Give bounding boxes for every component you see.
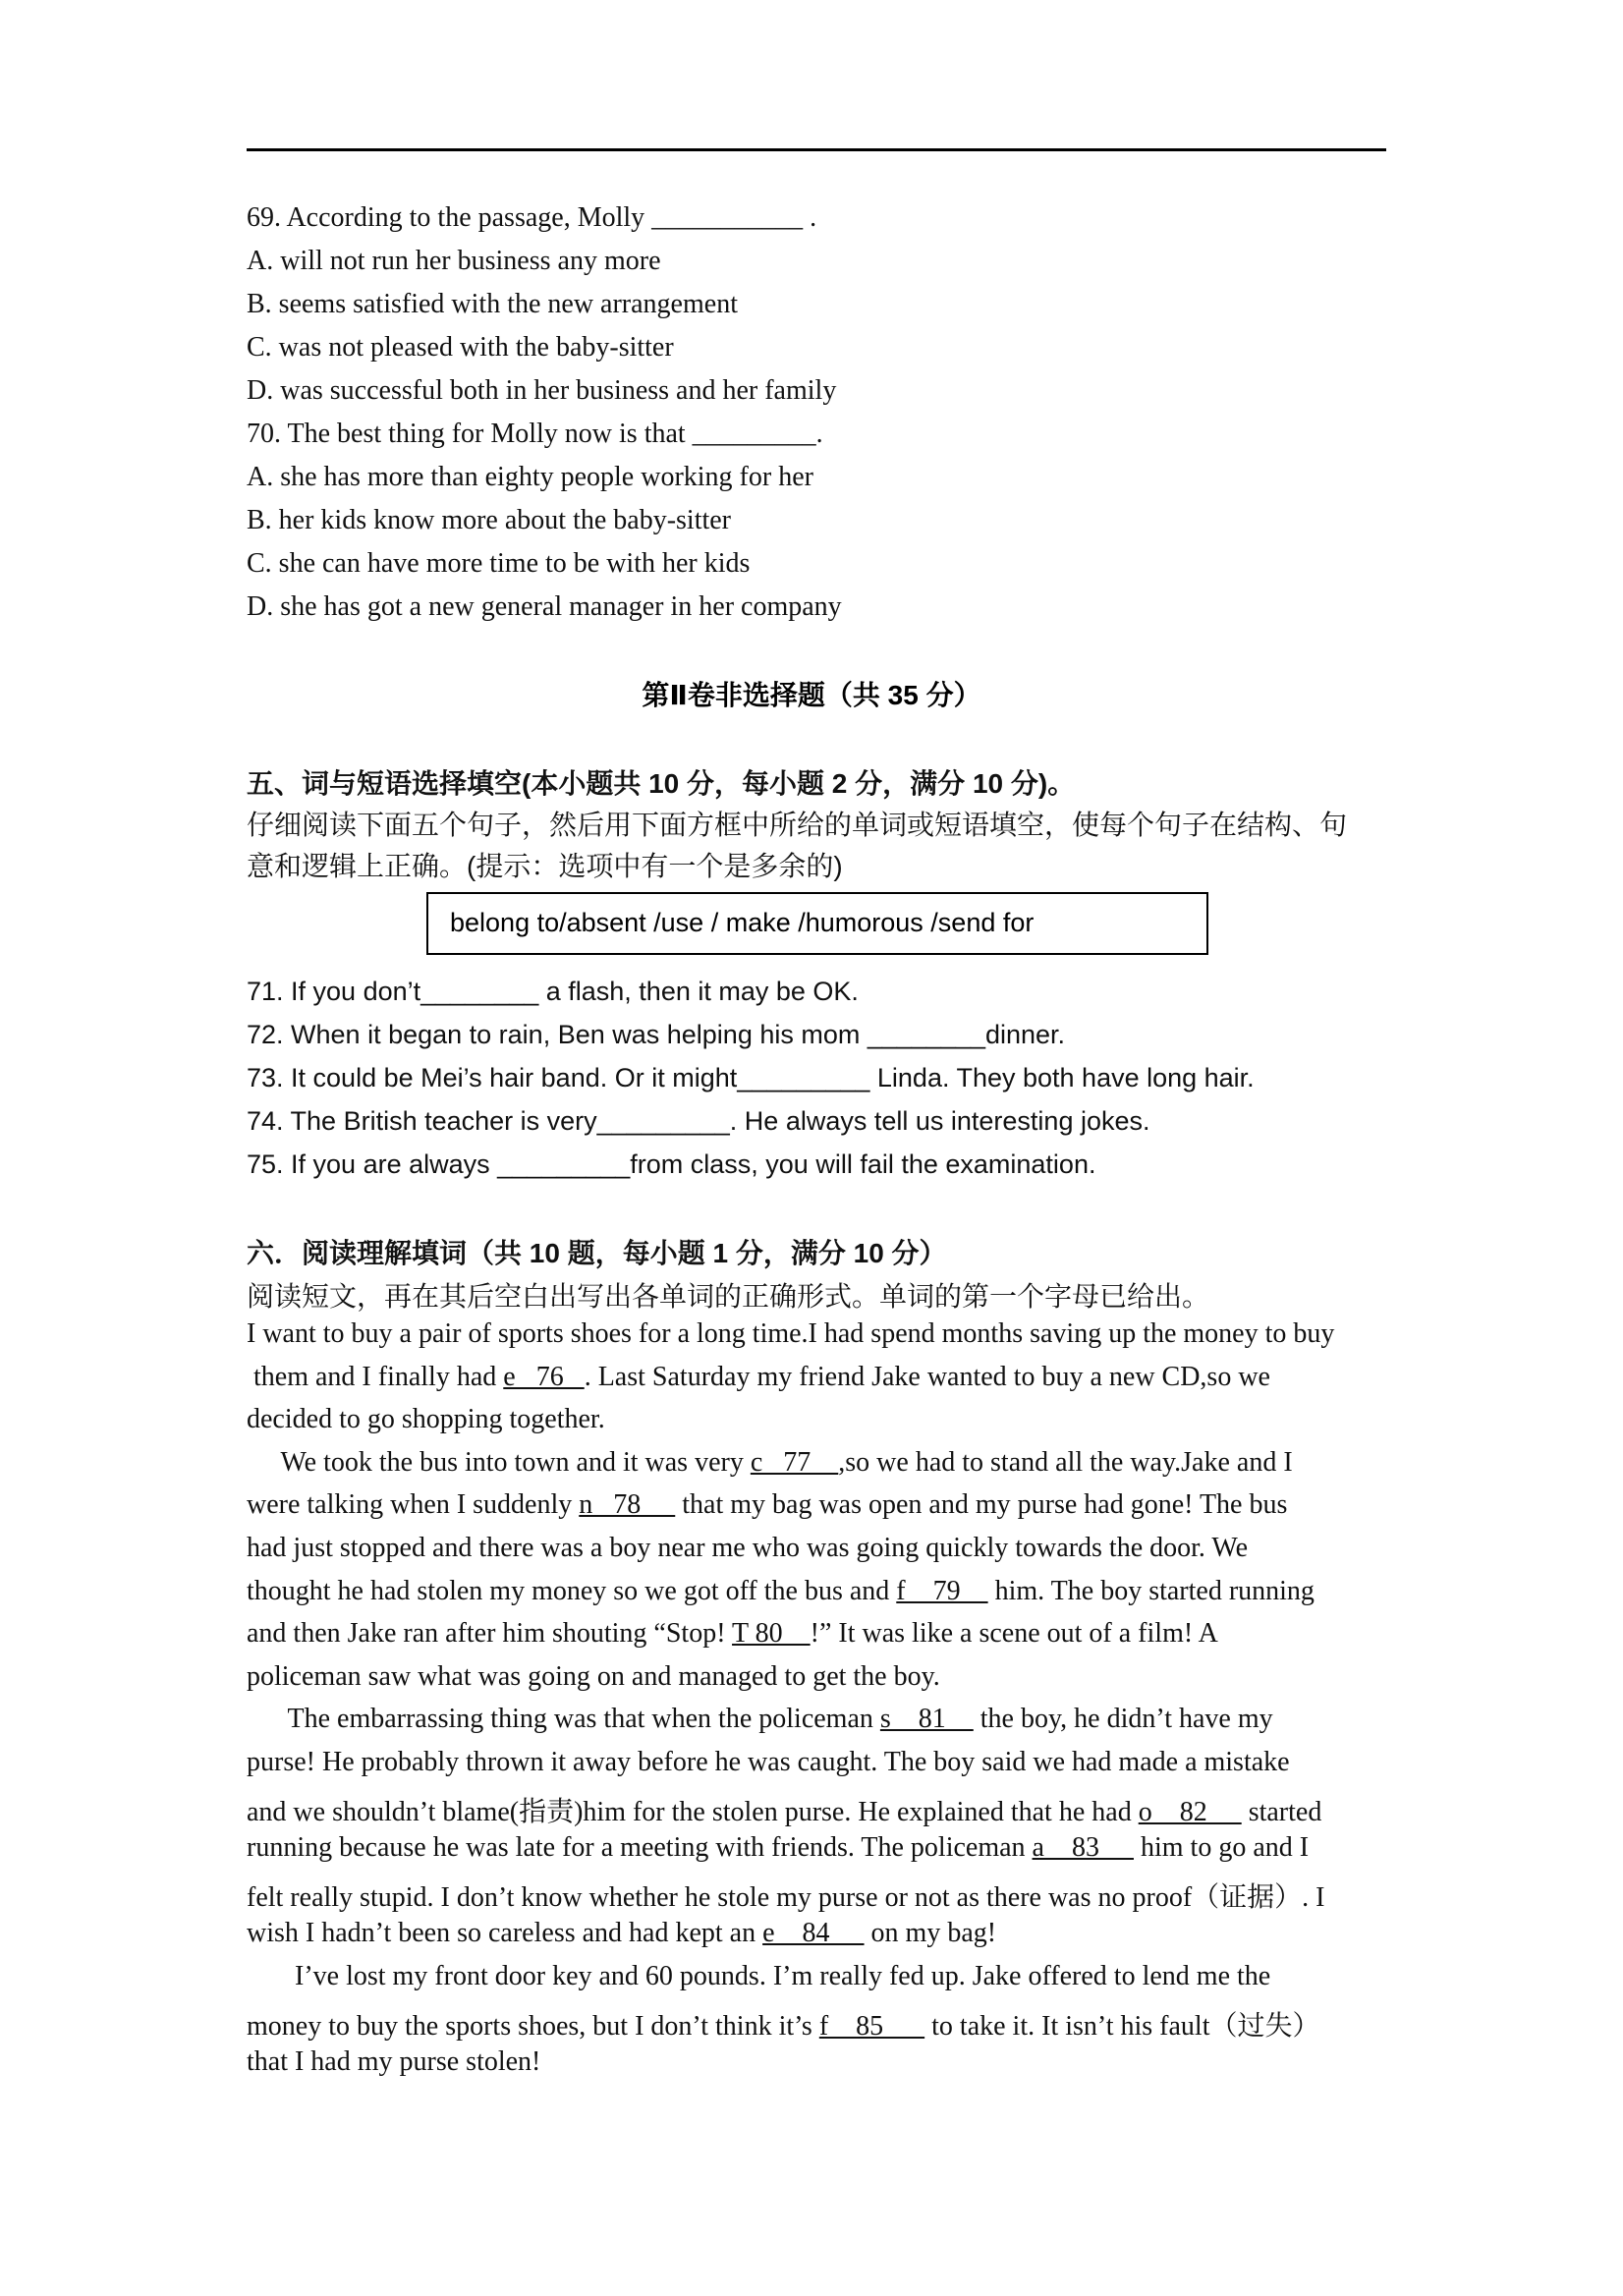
section-5-instruction-line-2: 意和逻辑上正确。(提示：选项中有一个是多余的)	[247, 851, 843, 881]
passage-text: the boy, he didn’t have my	[973, 1704, 1273, 1735]
passage-text: running because he was late for a meeting with friends. The policeman	[247, 1832, 1033, 1864]
answer-blank: n 78	[579, 1489, 676, 1521]
passage-line	[247, 1876, 1324, 1915]
passage-text: and we shouldn’t blame(指责)him for the stolen purse. He explained that he had	[247, 1796, 1139, 1827]
section-6-instruction: 阅读短文，再在其后空白出写出各单词的正确形式。单词的第一个字母已给出。	[247, 1281, 1210, 1312]
passage-text: that I had my purse stolen!	[247, 2046, 541, 2078]
question-72: 72. When it began to rain, Ben was helping his mom ________dinner.	[247, 1020, 1066, 1049]
passage-text: !” It was like a scene out of a film! A	[810, 1618, 1218, 1650]
passage-text: to take it. It isn’t his fault（过失）	[924, 2010, 1320, 2042]
passage-text: on my bag!	[864, 1918, 997, 1949]
question-70-option-a: A. she has more than eighty people working for her	[247, 462, 813, 492]
passage-line	[247, 1918, 996, 1949]
section-5-instruction-line-1: 仔细阅读下面五个句子，然后用下面方框中所给的单词或短语填空，使每个句子在结构、句	[247, 810, 1348, 840]
question-73: 73. It could be Mei’s hair band. Or it might_________ Linda. They both have long hair.	[247, 1063, 1255, 1092]
passage-text: and then Jake ran after him shouting “Stop!	[247, 1618, 733, 1650]
passage-text: I want to buy a pair of sports shoes for a long time.I had spend months saving up the money to buy	[247, 1318, 1335, 1349]
passage-text: We took the bus into town and it was very	[247, 1446, 751, 1478]
passage-text: him. The boy started running	[987, 1575, 1315, 1606]
word-bank-text: belong to/absent /use / make /humorous /send for	[450, 908, 1035, 937]
passage-line	[247, 1961, 1270, 1992]
passage-text: that my bag was open and my purse had gone! The bus	[675, 1489, 1288, 1521]
question-69-option-c: C. was not pleased with the baby-sitter	[247, 332, 674, 363]
passage-text: money to buy the sports shoes, but I don’t think it’s	[247, 2010, 819, 2042]
question-74: 74. The British teacher is very_________. He always tell us interesting jokes.	[247, 1106, 1150, 1136]
passage-line	[247, 1618, 1218, 1650]
section-6-title: 六．阅读理解填词（共 10 题，每小题 1 分，满分 10 分）	[247, 1238, 947, 1268]
question-70-option-d: D. she has got a new general manager in her company	[247, 591, 842, 622]
passage-text: had just stopped and there was a boy near me who was going quickly towards the door. We	[247, 1533, 1249, 1563]
passage-line	[247, 1489, 1287, 1521]
word-bank-box	[426, 892, 1208, 955]
passage-line	[247, 1533, 1248, 1564]
passage-text: started	[1241, 1796, 1322, 1827]
passage-line	[247, 1318, 1334, 1350]
passage-line	[247, 1576, 1315, 1607]
passage-text: The embarrassing thing was that when the policeman	[247, 1704, 880, 1735]
question-69-option-a: A. will not run her business any more	[247, 246, 661, 276]
passage-line	[247, 1832, 1309, 1864]
answer-blank: o 82	[1138, 1796, 1242, 1827]
passage-text: ,so we had to stand all the way.Jake and I	[838, 1446, 1293, 1478]
answer-blank: f 79	[896, 1575, 988, 1606]
question-69-stem: 69. According to the passage, Molly ___________ .	[247, 202, 817, 233]
passage-line	[247, 1704, 1273, 1735]
question-69-option-b: B. seems satisfied with the new arrangement	[247, 289, 738, 319]
answer-blank: f 85	[818, 2010, 925, 2042]
answer-blank: c 77	[750, 1446, 839, 1478]
passage-text: decided to go shopping together.	[247, 1404, 605, 1435]
passage-line	[247, 1747, 1290, 1778]
question-69-option-d: D. was successful both in her business and her family	[247, 375, 837, 406]
passage-line	[247, 2004, 1319, 2044]
section-5-title: 五、词与短语选择填空(本小题共 10 分，每小题 2 分，满分 10 分)。	[247, 768, 1076, 799]
question-70-stem: 70. The best thing for Molly now is that _________.	[247, 419, 823, 449]
answer-blank: s 81	[879, 1704, 974, 1735]
passage-text: them and I finally had	[247, 1361, 504, 1392]
header-rule	[247, 148, 1386, 151]
passage-line	[247, 1362, 1270, 1393]
answer-blank: e 76	[503, 1361, 585, 1392]
passage-line	[247, 1790, 1321, 1829]
part-2-title: 第Ⅱ卷非选择题（共 35 分）	[642, 680, 981, 710]
answer-blank: T 80	[732, 1618, 811, 1650]
answer-blank: a 83	[1032, 1832, 1134, 1864]
passage-text: purse! He probably thrown it away before he was caught. The boy said we had made a mistake	[247, 1747, 1290, 1777]
question-70-option-c: C. she can have more time to be with her kids	[247, 548, 751, 579]
question-75: 75. If you are always _________from class, you will fail the examination.	[247, 1149, 1096, 1179]
passage-text: . Last Saturday my friend Jake wanted to buy a new CD,so we	[584, 1361, 1270, 1392]
passage-text: him to go and I	[1133, 1832, 1310, 1864]
passage-line	[247, 2046, 540, 2078]
passage-text: wish I hadn’t been so careless and had kept an	[247, 1918, 763, 1949]
question-71: 71. If you don’t________ a flash, then it may be OK.	[247, 977, 859, 1006]
passage-text: were talking when I suddenly	[247, 1489, 580, 1521]
passage-line	[247, 1404, 605, 1435]
passage-line	[247, 1661, 940, 1693]
passage-text: policeman saw what was going on and managed to get the boy.	[247, 1660, 940, 1692]
answer-blank: e 84	[762, 1918, 865, 1949]
passage-text: thought he had stolen my money so we got off the bus and	[247, 1575, 897, 1606]
passage-line	[247, 1447, 1293, 1479]
question-70-option-b: B. her kids know more about the baby-sitter	[247, 505, 732, 535]
passage-text: I’ve lost my front door key and 60 pounds. I’m really fed up. Jake offered to lend me the	[247, 1961, 1271, 1991]
passage-text: felt really stupid. I don’t know whether he stole my purse or not as there was no proof（证据）. I	[247, 1881, 1325, 1913]
